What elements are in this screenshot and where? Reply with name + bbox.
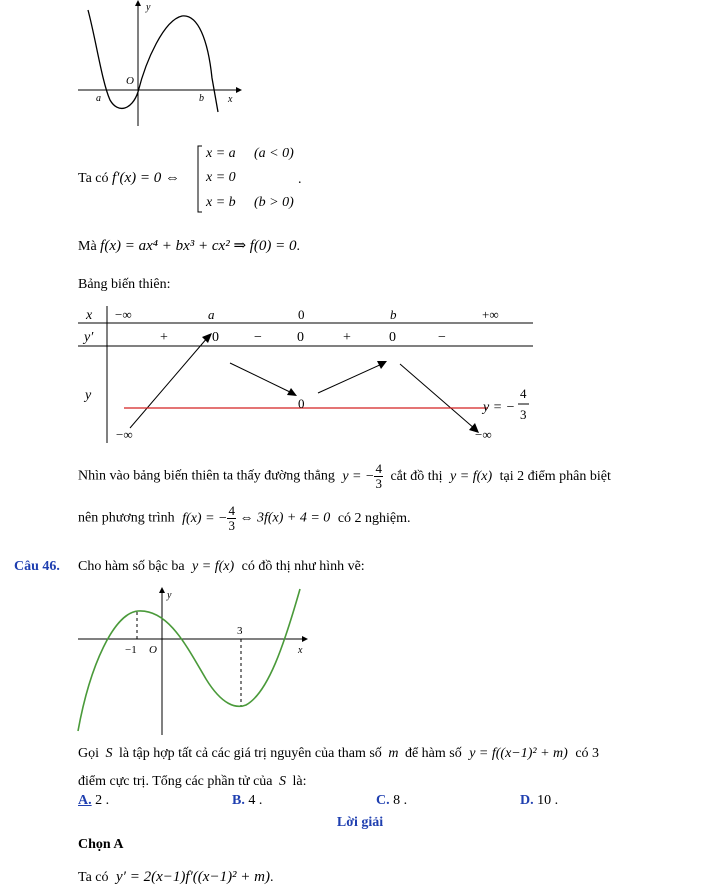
q46-text2: có đồ thị như hình vẽ: (241, 559, 365, 574)
sign-6: 0 (389, 330, 396, 345)
row-yp-label: y′ (84, 330, 94, 345)
q46-body-expr: y = f((x−1)² + m) (469, 746, 568, 761)
q46-statement (78, 559, 365, 575)
q46-l1d: có 3 (575, 746, 600, 761)
bbt-title: Bảng biến thiên: (78, 277, 171, 292)
red-line-num: 4 (520, 386, 527, 401)
chosen-answer: Chọn A (78, 837, 124, 852)
sign-4: 0 (297, 330, 304, 345)
sign-1: + (160, 330, 168, 345)
answer-b-letter: B. (232, 793, 245, 808)
q46-label: Câu 46. (14, 559, 60, 574)
y-val-neginf-left: −∞ (116, 427, 133, 442)
case-2-eq: x = 0 (206, 170, 236, 185)
case-1-eq: x = a (206, 146, 236, 161)
c1-t1: Nhìn vào bảng biến thiên ta thấy đường thẳng (78, 468, 335, 484)
q46-S: S (105, 746, 113, 761)
variation-table (78, 303, 538, 448)
answer-a (78, 793, 109, 809)
case-3-cond: (b > 0) (254, 195, 294, 210)
case-3 (206, 195, 236, 211)
answer-d-letter: D. (520, 793, 534, 808)
row-y-label: y (85, 388, 92, 403)
graph2-y-label: y (167, 590, 172, 601)
x-axis-arrow (236, 87, 242, 93)
graph1-x-label: x (228, 94, 233, 105)
y-axis-2-arrow (159, 587, 165, 593)
answer-a-value: 2 . (95, 793, 110, 808)
q46-body-line1 (78, 746, 684, 762)
graph2-origin: O (149, 644, 157, 656)
final-end: . (270, 870, 274, 885)
graph-cubic (76, 585, 308, 737)
q46-m: m (388, 746, 399, 761)
graph-quartic (76, 0, 246, 130)
c1-e1: y = − (342, 468, 375, 484)
x-val-b: b (390, 307, 397, 322)
answer-d (520, 793, 558, 809)
c2-den: 3 (228, 518, 235, 533)
answer-c (376, 793, 407, 809)
answer-c-letter: C. (376, 793, 390, 808)
q46-text1: Cho hàm số bậc ba (78, 559, 185, 574)
answer-b (232, 793, 262, 809)
row-x-label: x (86, 308, 93, 323)
c2-e1: f(x) = − (182, 510, 228, 526)
y-val-neginf-right: −∞ (475, 427, 492, 442)
answer-a-letter: A. (78, 793, 92, 808)
sign-2: 0 (212, 330, 219, 345)
system-end: . (298, 172, 302, 187)
red-line-label: y = − (483, 400, 516, 415)
sign-3: − (254, 330, 262, 345)
graph2-neg1: −1 (125, 644, 137, 656)
sign-5: + (343, 330, 351, 345)
cubic-curve (78, 589, 300, 731)
derivative-lhs: f′(x) = 0 ⇔ (112, 170, 180, 186)
conclusion-1 (78, 462, 688, 491)
c1-t2: cắt đồ thị (390, 468, 443, 484)
derivative-line (78, 170, 180, 187)
y-val-zero: 0 (298, 396, 305, 411)
arrow-up-2 (318, 364, 382, 393)
c1-num: 4 (375, 461, 382, 476)
ma-end: . (296, 239, 301, 254)
c2-frac (227, 504, 236, 533)
ma-expr: f(x) = ax⁴ + bx³ + cx² ⇒ f(0) = 0 (100, 238, 297, 254)
final-line (78, 869, 274, 886)
case-1 (206, 146, 236, 162)
case-1-cond: (a < 0) (254, 146, 294, 161)
q46-l2S: S (279, 774, 287, 789)
c2-t2: có 2 nghiệm. (337, 510, 411, 526)
c1-e2: y = f(x) (450, 468, 493, 484)
answer-c-value: 8 . (393, 793, 408, 808)
arrow-down-1-head (287, 388, 297, 396)
answer-d-value: 10 . (537, 793, 559, 808)
graph1-origin: O (126, 75, 134, 87)
c1-t3: tại 2 điểm phân biệt (499, 468, 611, 484)
x-val-posinf: +∞ (482, 307, 499, 322)
graph2-three: 3 (237, 625, 243, 637)
final-expr: y′ = 2(x−1)f′((x−1)² + m) (116, 869, 271, 885)
final-prefix: Ta có (78, 870, 109, 885)
c2-e2: ⇔ 3f(x) + 4 = 0 (239, 510, 331, 526)
c2-t1: nên phương trình (78, 510, 175, 526)
x-axis-2-arrow (302, 636, 308, 642)
answer-b-value: 4 . (248, 793, 263, 808)
q46-l1b: là tập hợp tất cả các giá trị nguyên của tham số (119, 746, 382, 761)
q46-l2end: là: (292, 774, 307, 789)
solution-title: Lời giải (336, 815, 384, 830)
graph1-a-label: a (96, 93, 101, 104)
arrow-up-2-head (377, 361, 387, 369)
y-axis-arrow (135, 0, 141, 6)
x-val-0: 0 (298, 307, 305, 322)
q46-l1c: để hàm số (404, 746, 462, 761)
q46-l1a: Gọi (78, 746, 99, 761)
graph1-b-label: b (199, 93, 204, 104)
x-val-a: a (208, 307, 215, 322)
c1-frac (374, 462, 383, 491)
arrow-down-2 (400, 364, 475, 429)
red-line-den: 3 (520, 407, 527, 422)
case-2 (206, 170, 236, 186)
case-3-eq: x = b (206, 195, 236, 210)
system-bracket (196, 144, 204, 214)
arrow-up-1 (130, 337, 208, 428)
sign-7: − (438, 330, 446, 345)
ma-prefix: Mà (78, 239, 97, 254)
arrow-down-1 (230, 363, 292, 393)
graph1-y-label: y (146, 2, 151, 13)
q46-expr: y = f(x) (192, 559, 235, 574)
graph2-x-label: x (298, 645, 303, 656)
conclusion-2 (78, 504, 411, 533)
q46-l2: điểm cực trị. Tổng các phần tử của (78, 774, 273, 789)
ma-line (78, 236, 300, 255)
c2-num: 4 (228, 503, 235, 518)
x-val-neginf: −∞ (115, 307, 132, 322)
derivative-prefix: Ta có (78, 171, 109, 186)
c1-den: 3 (375, 476, 382, 491)
q46-body-line2 (78, 774, 307, 790)
